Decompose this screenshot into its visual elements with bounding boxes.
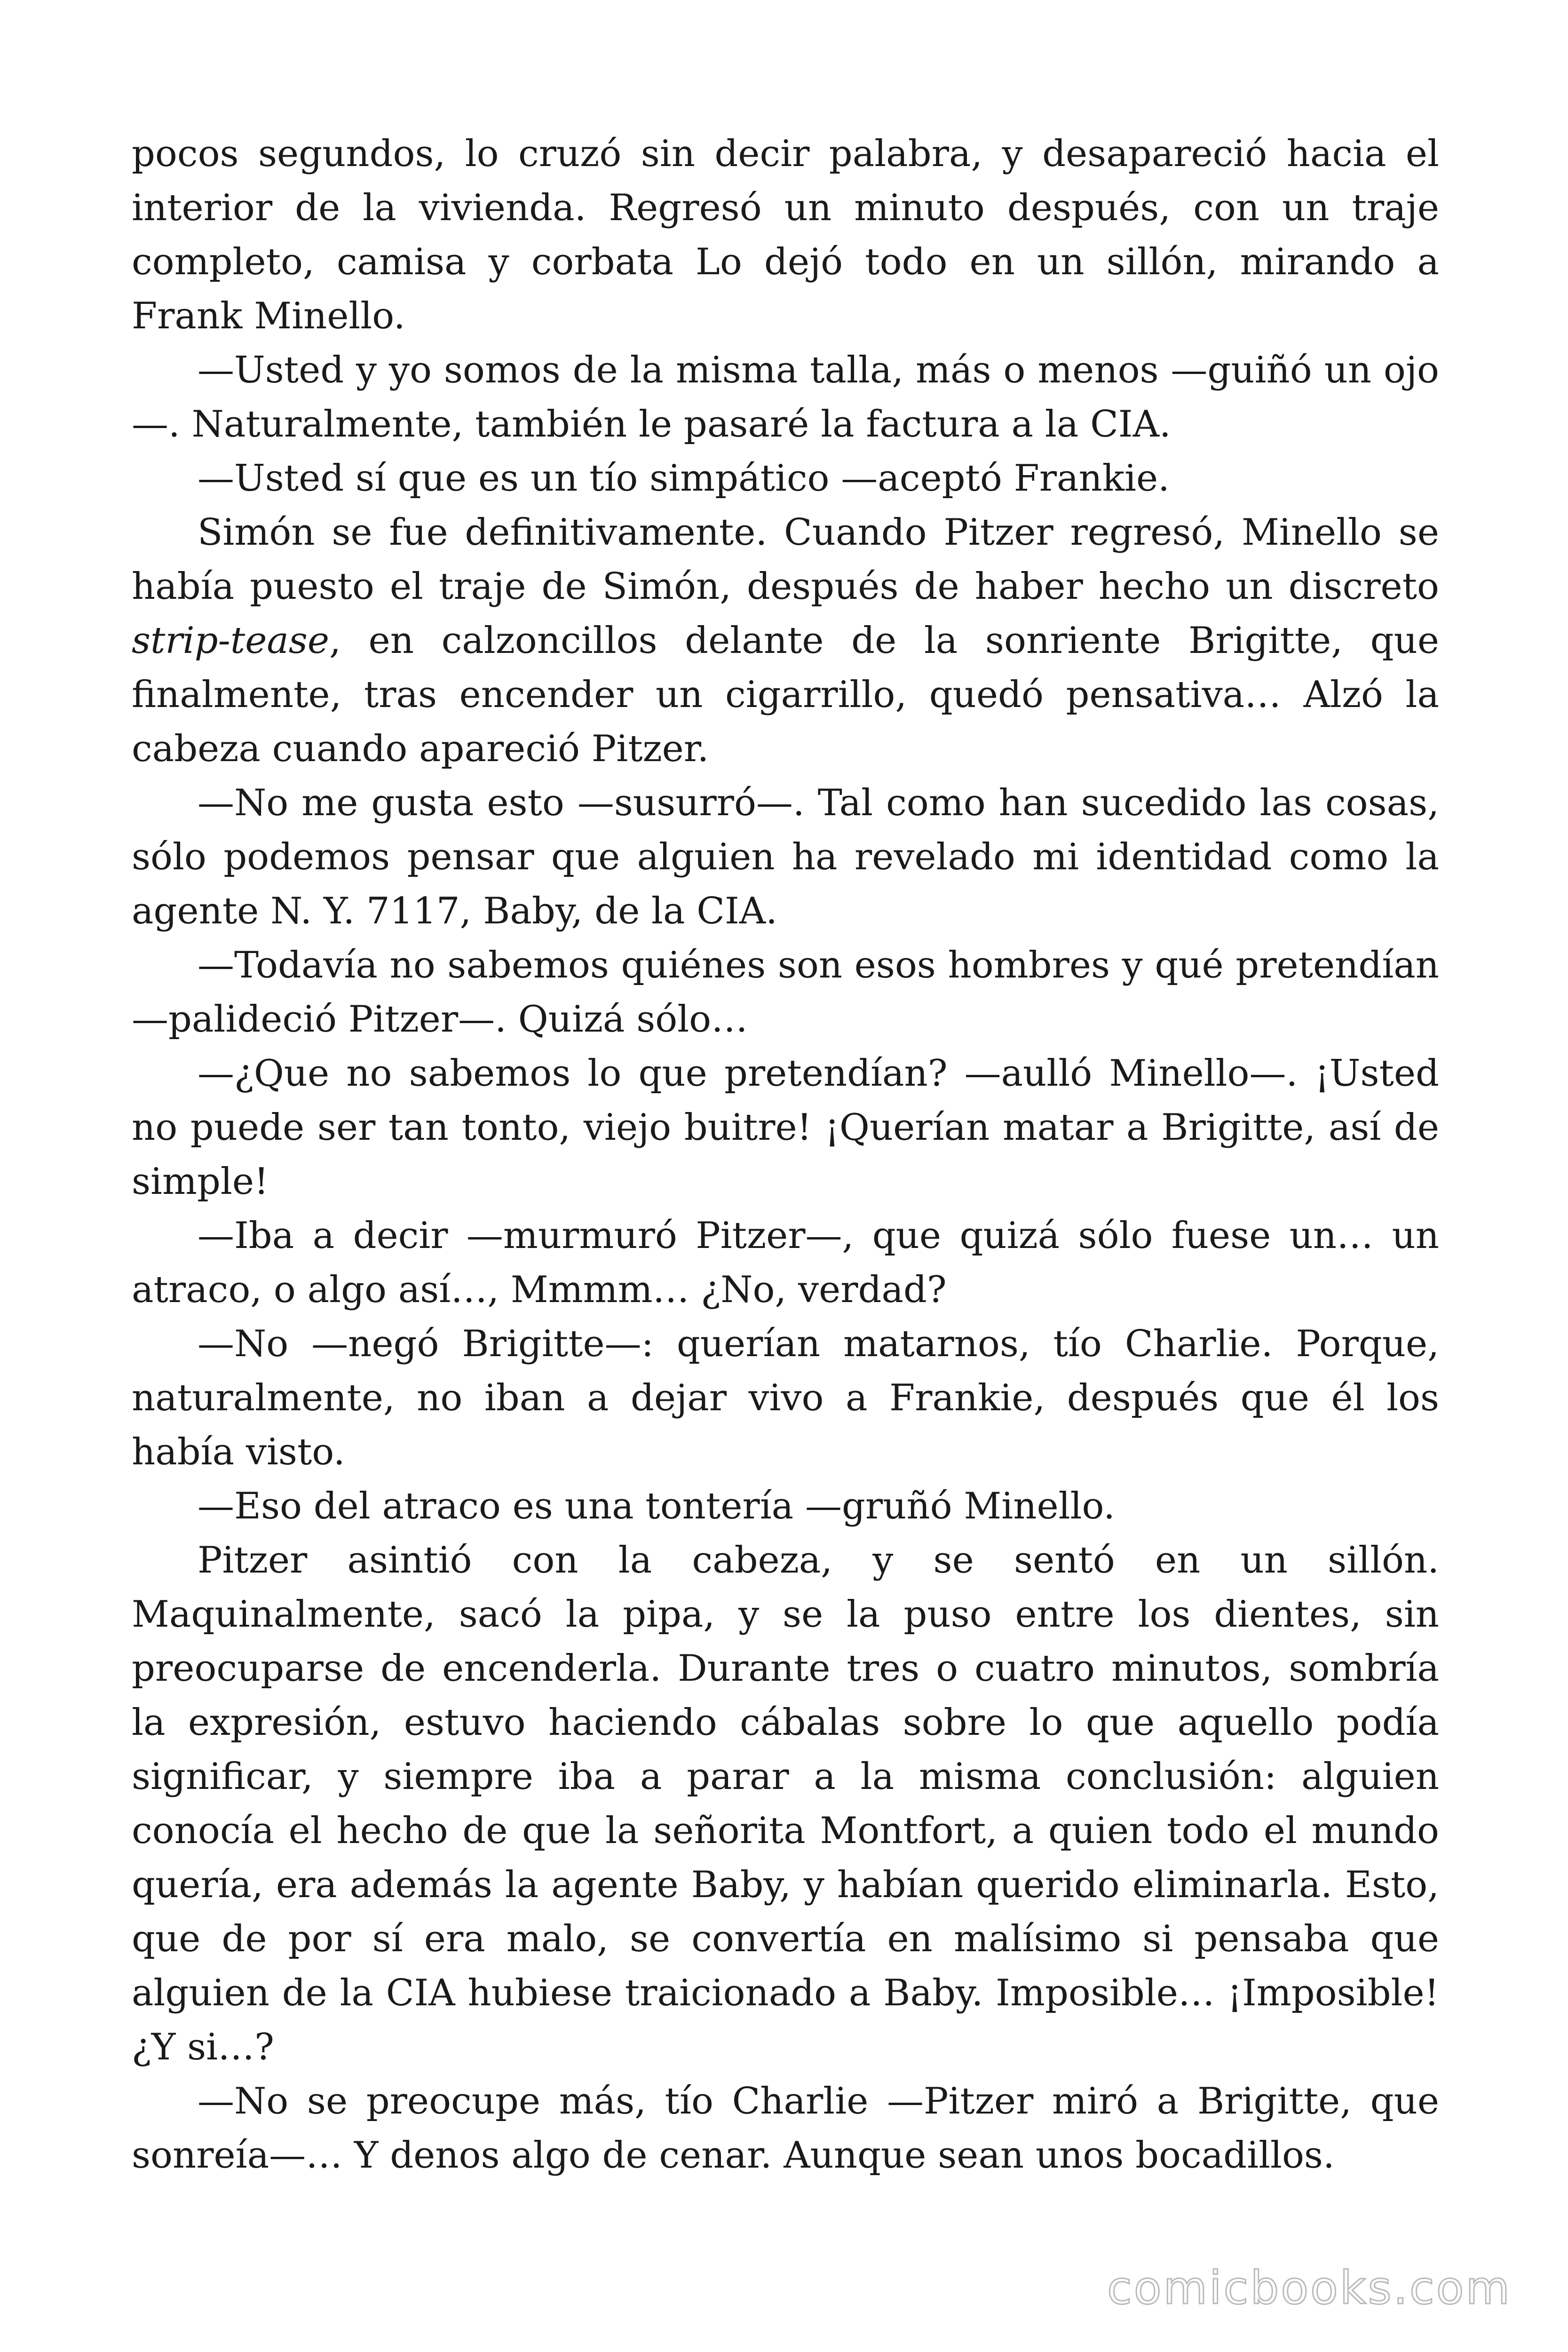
paragraph-6: —Todavía no sabemos quiénes son esos hombres y qué pretendían —palideció Pitzer—. Quizá sólo… <box>132 944 1439 1041</box>
paragraph-5: —No me gusta esto —susurró—. Tal como han sucedido las cosas, sólo podemos pensar que alguien ha revelado mi identidad como la agente N. Y. 7117, Baby, de la CIA. <box>132 782 1439 932</box>
paragraph-8: —Iba a decir —murmuró Pitzer—, que quizá sólo fuese un… un atraco, o algo así…, Mmmm… ¿No, verdad? <box>132 1215 1439 1311</box>
paragraph-12: —No se preocupe más, tío Charlie —Pitzer miró a Brigitte, que sonreía—… Y denos algo de cenar. Aunque sean unos bocadillos. <box>132 2080 1439 2177</box>
paragraph-10: —Eso del atraco es una tontería —gruñó Minello. <box>198 1485 1115 1527</box>
paragraph-4-before: Simón se fue definitivamente. Cuando Pitzer regresó, Minello se había puesto el traje de Simón, después de haber hecho un discreto <box>132 511 1439 608</box>
paragraph-4-italic: strip-tease <box>132 620 330 662</box>
paragraph-4 <box>132 506 1439 776</box>
page-text <box>132 127 1439 2183</box>
paragraph-7: —¿Que no sabemos lo que pretendían? —aulló Minello—. ¡Usted no puede ser tan tonto, viejo buitre! ¡Querían matar a Brigitte, así de simple! <box>132 1052 1439 1203</box>
paragraph-4-after: , en calzoncillos delante de la sonriente Brigitte, que finalmente, tras encender un cigarrillo, quedó pensativa… Alzó la cabeza cuando apareció Pitzer. <box>132 620 1439 770</box>
paragraph-3: —Usted sí que es un tío simpático —aceptó Frankie. <box>198 457 1170 500</box>
paragraph-9: —No —negó Brigitte—: querían matarnos, tío Charlie. Porque, naturalmente, no iban a dejar vivo a Frankie, después que él los había visto. <box>132 1323 1439 1473</box>
paragraph-11: Pitzer asintió con la cabeza, y se sentó en un sillón. Maquinalmente, sacó la pipa, y se la puso entre los dientes, sin preocuparse de encenderla. Durante tres o cuatro minutos, sombría la expresión, estuvo haciendo cábalas sobre lo que aquello podía significar, y siempre iba a parar a la misma conclusión: alguien conocía el hecho de que la señorita Montfort, a quien todo el mundo quería, era además la agente Baby, y habían querido eliminarla. Esto, que de por sí era malo, se convertía en malísimo si pensaba que alguien de la CIA hubiese traicionado a Baby. Imposible… ¡Imposible! ¿Y si…? <box>132 1539 1439 2068</box>
paragraph-2: —Usted y yo somos de la misma talla, más o menos —guiñó un ojo—. Naturalmente, también le pasaré la factura a la CIA. <box>132 349 1439 445</box>
watermark: comicbooks.com <box>1107 2262 1512 2314</box>
paragraph-1: pocos segundos, lo cruzó sin decir palabra, y desapareció hacia el interior de la vivienda. Regresó un minuto después, con un traje completo, camisa y corbata Lo dejó todo en un sillón, mirando a Frank Minello. <box>132 133 1439 337</box>
